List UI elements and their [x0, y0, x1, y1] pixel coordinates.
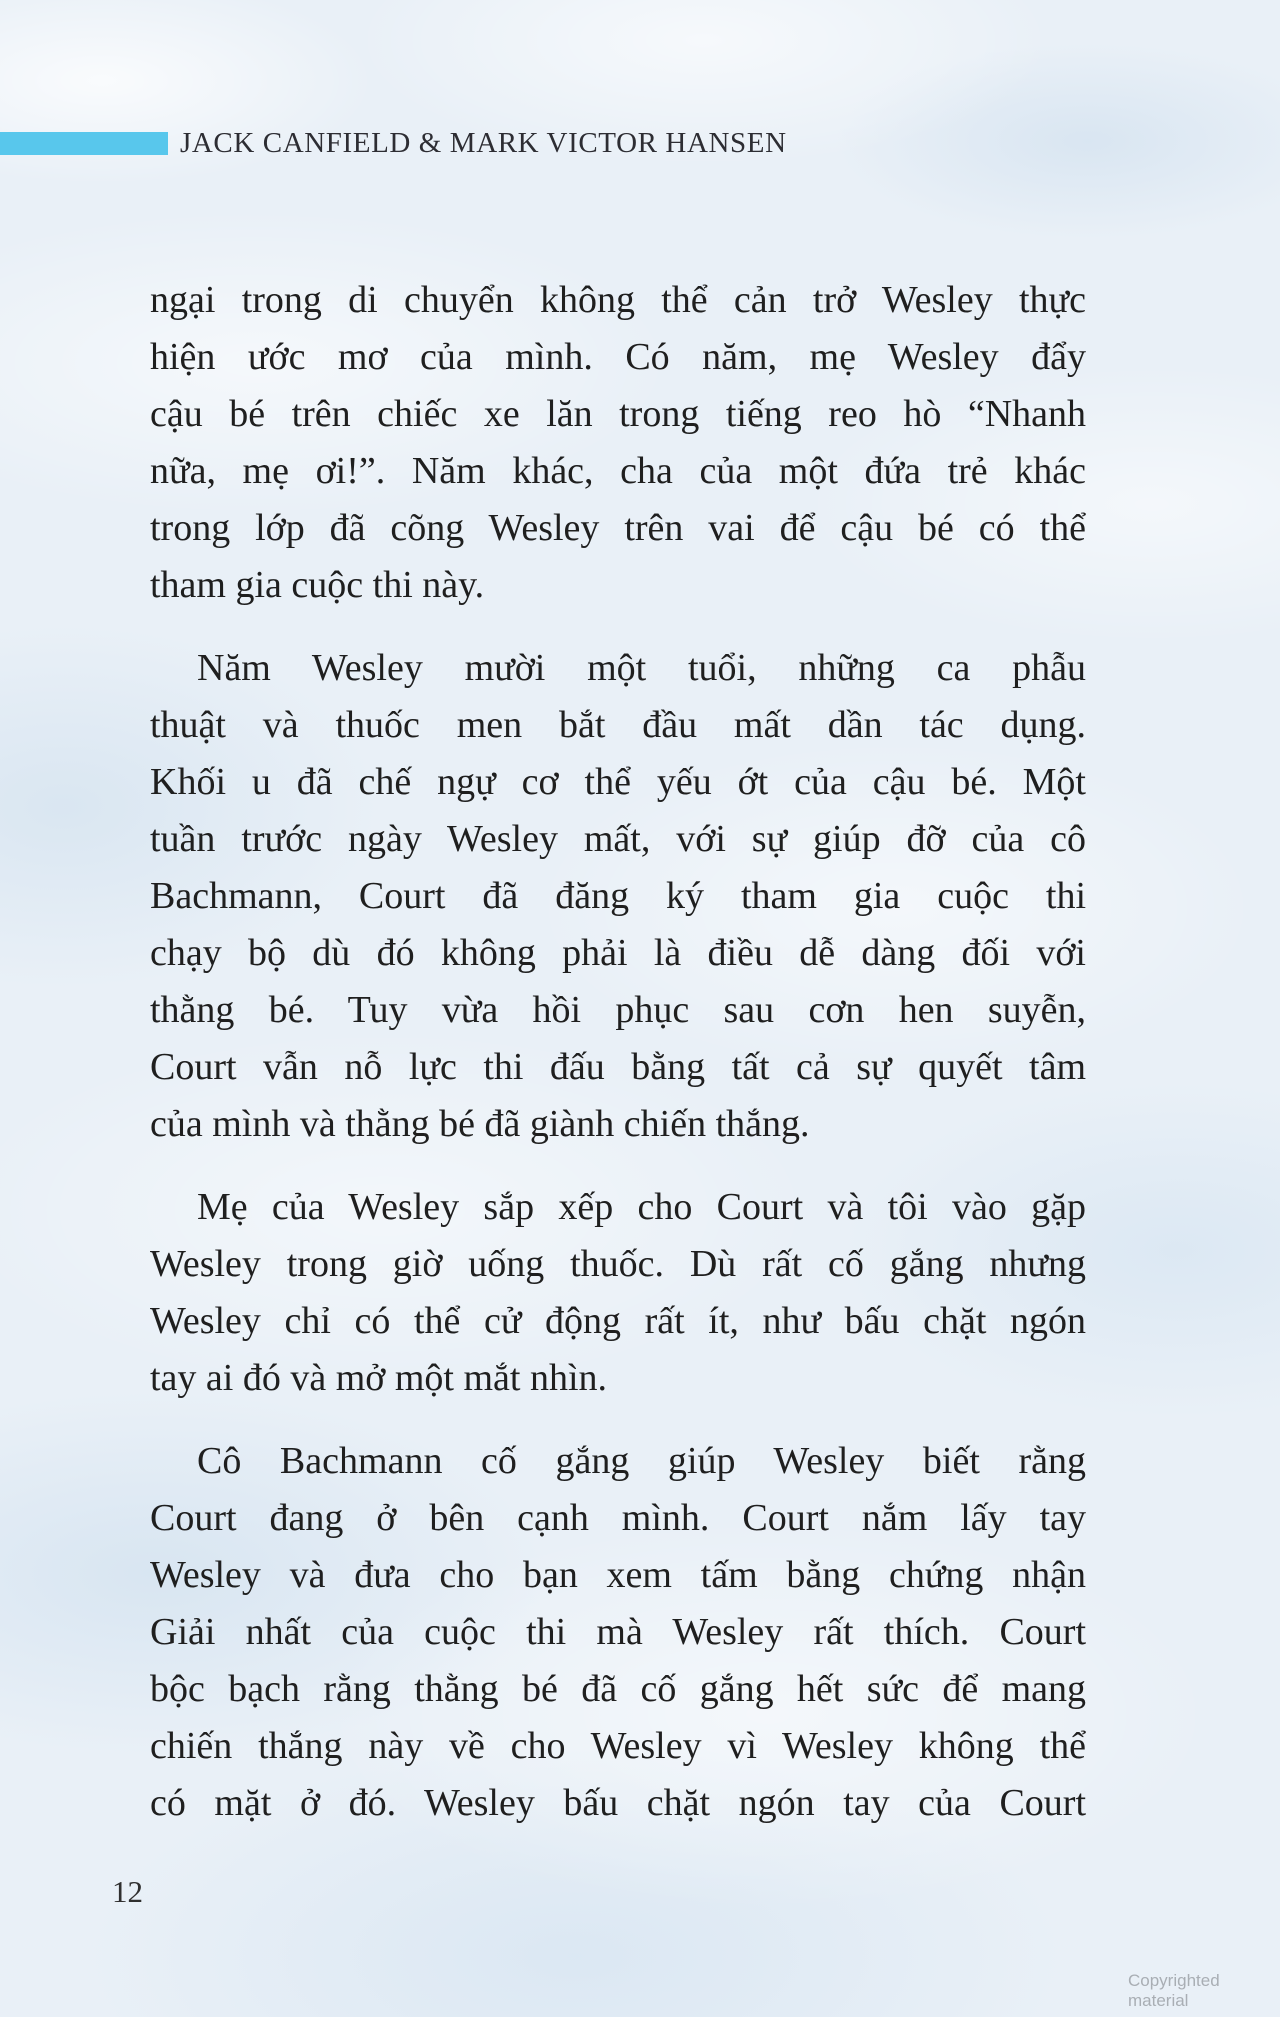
text-line: bộc bạch rằng thằng bé đã cố gắng hết sức để mang — [150, 1668, 1086, 1710]
paragraph — [150, 1179, 1086, 1407]
text-line: tham gia cuộc thi này. — [150, 564, 485, 606]
header-accent-bar — [0, 132, 168, 155]
body-text — [150, 272, 1086, 1832]
text-line: có mặt ở đó. Wesley bấu chặt ngón tay của Court — [150, 1782, 1086, 1824]
text-line: Khối u đã chế ngự cơ thể yếu ớt của cậu bé. Một — [150, 761, 1086, 803]
text-line: Năm Wesley mười một tuổi, những ca phẫu — [197, 647, 1086, 689]
text-line: Bachmann, Court đã đăng ký tham gia cuộc thi — [150, 875, 1086, 917]
text-line: Cô Bachmann cố gắng giúp Wesley biết rằng — [197, 1440, 1086, 1482]
text-line: Wesley trong giờ uống thuốc. Dù rất cố gắng nhưng — [150, 1243, 1086, 1285]
text-line: trong lớp đã cõng Wesley trên vai để cậu bé có thể — [150, 507, 1086, 549]
text-line: thuật và thuốc men bắt đầu mất dần tác dụng. — [150, 704, 1086, 746]
paragraph — [150, 640, 1086, 1153]
paragraph — [150, 272, 1086, 614]
copyright-watermark: Copyrighted material — [1128, 1971, 1220, 2010]
text-line: tay ai đó và mở một mắt nhìn. — [150, 1357, 608, 1399]
text-line: Court vẫn nỗ lực thi đấu bằng tất cả sự quyết tâm — [150, 1046, 1086, 1088]
text-line: ngại trong di chuyển không thể cản trở Wesley thực — [150, 279, 1086, 321]
header-author-line: JACK CANFIELD & MARK VICTOR HANSEN — [180, 127, 787, 159]
paragraph — [150, 1433, 1086, 1832]
text-line: Court đang ở bên cạnh mình. Court nắm lấy tay — [150, 1497, 1086, 1539]
text-line: Mẹ của Wesley sắp xếp cho Court và tôi vào gặp — [197, 1186, 1086, 1228]
text-line: cậu bé trên chiếc xe lăn trong tiếng reo hò “Nhanh — [150, 393, 1086, 435]
page-number: 12 — [112, 1874, 143, 1909]
text-line: Wesley và đưa cho bạn xem tấm bằng chứng nhận — [150, 1554, 1086, 1596]
text-line: thằng bé. Tuy vừa hồi phục sau cơn hen suyễn, — [150, 989, 1086, 1031]
text-line: chiến thắng này về cho Wesley vì Wesley không thể — [150, 1725, 1086, 1767]
text-line: của mình và thằng bé đã giành chiến thắng. — [150, 1103, 810, 1145]
text-line: Giải nhất của cuộc thi mà Wesley rất thích. Court — [150, 1611, 1086, 1653]
text-line: tuần trước ngày Wesley mất, với sự giúp đỡ của cô — [150, 818, 1086, 860]
text-line: hiện ước mơ của mình. Có năm, mẹ Wesley đẩy — [150, 336, 1086, 378]
text-line: Wesley chỉ có thể cử động rất ít, như bấu chặt ngón — [150, 1300, 1086, 1342]
text-line: chạy bộ dù đó không phải là điều dễ dàng đối với — [150, 932, 1086, 974]
text-line: nữa, mẹ ơi!”. Năm khác, cha của một đứa trẻ khác — [150, 450, 1086, 492]
